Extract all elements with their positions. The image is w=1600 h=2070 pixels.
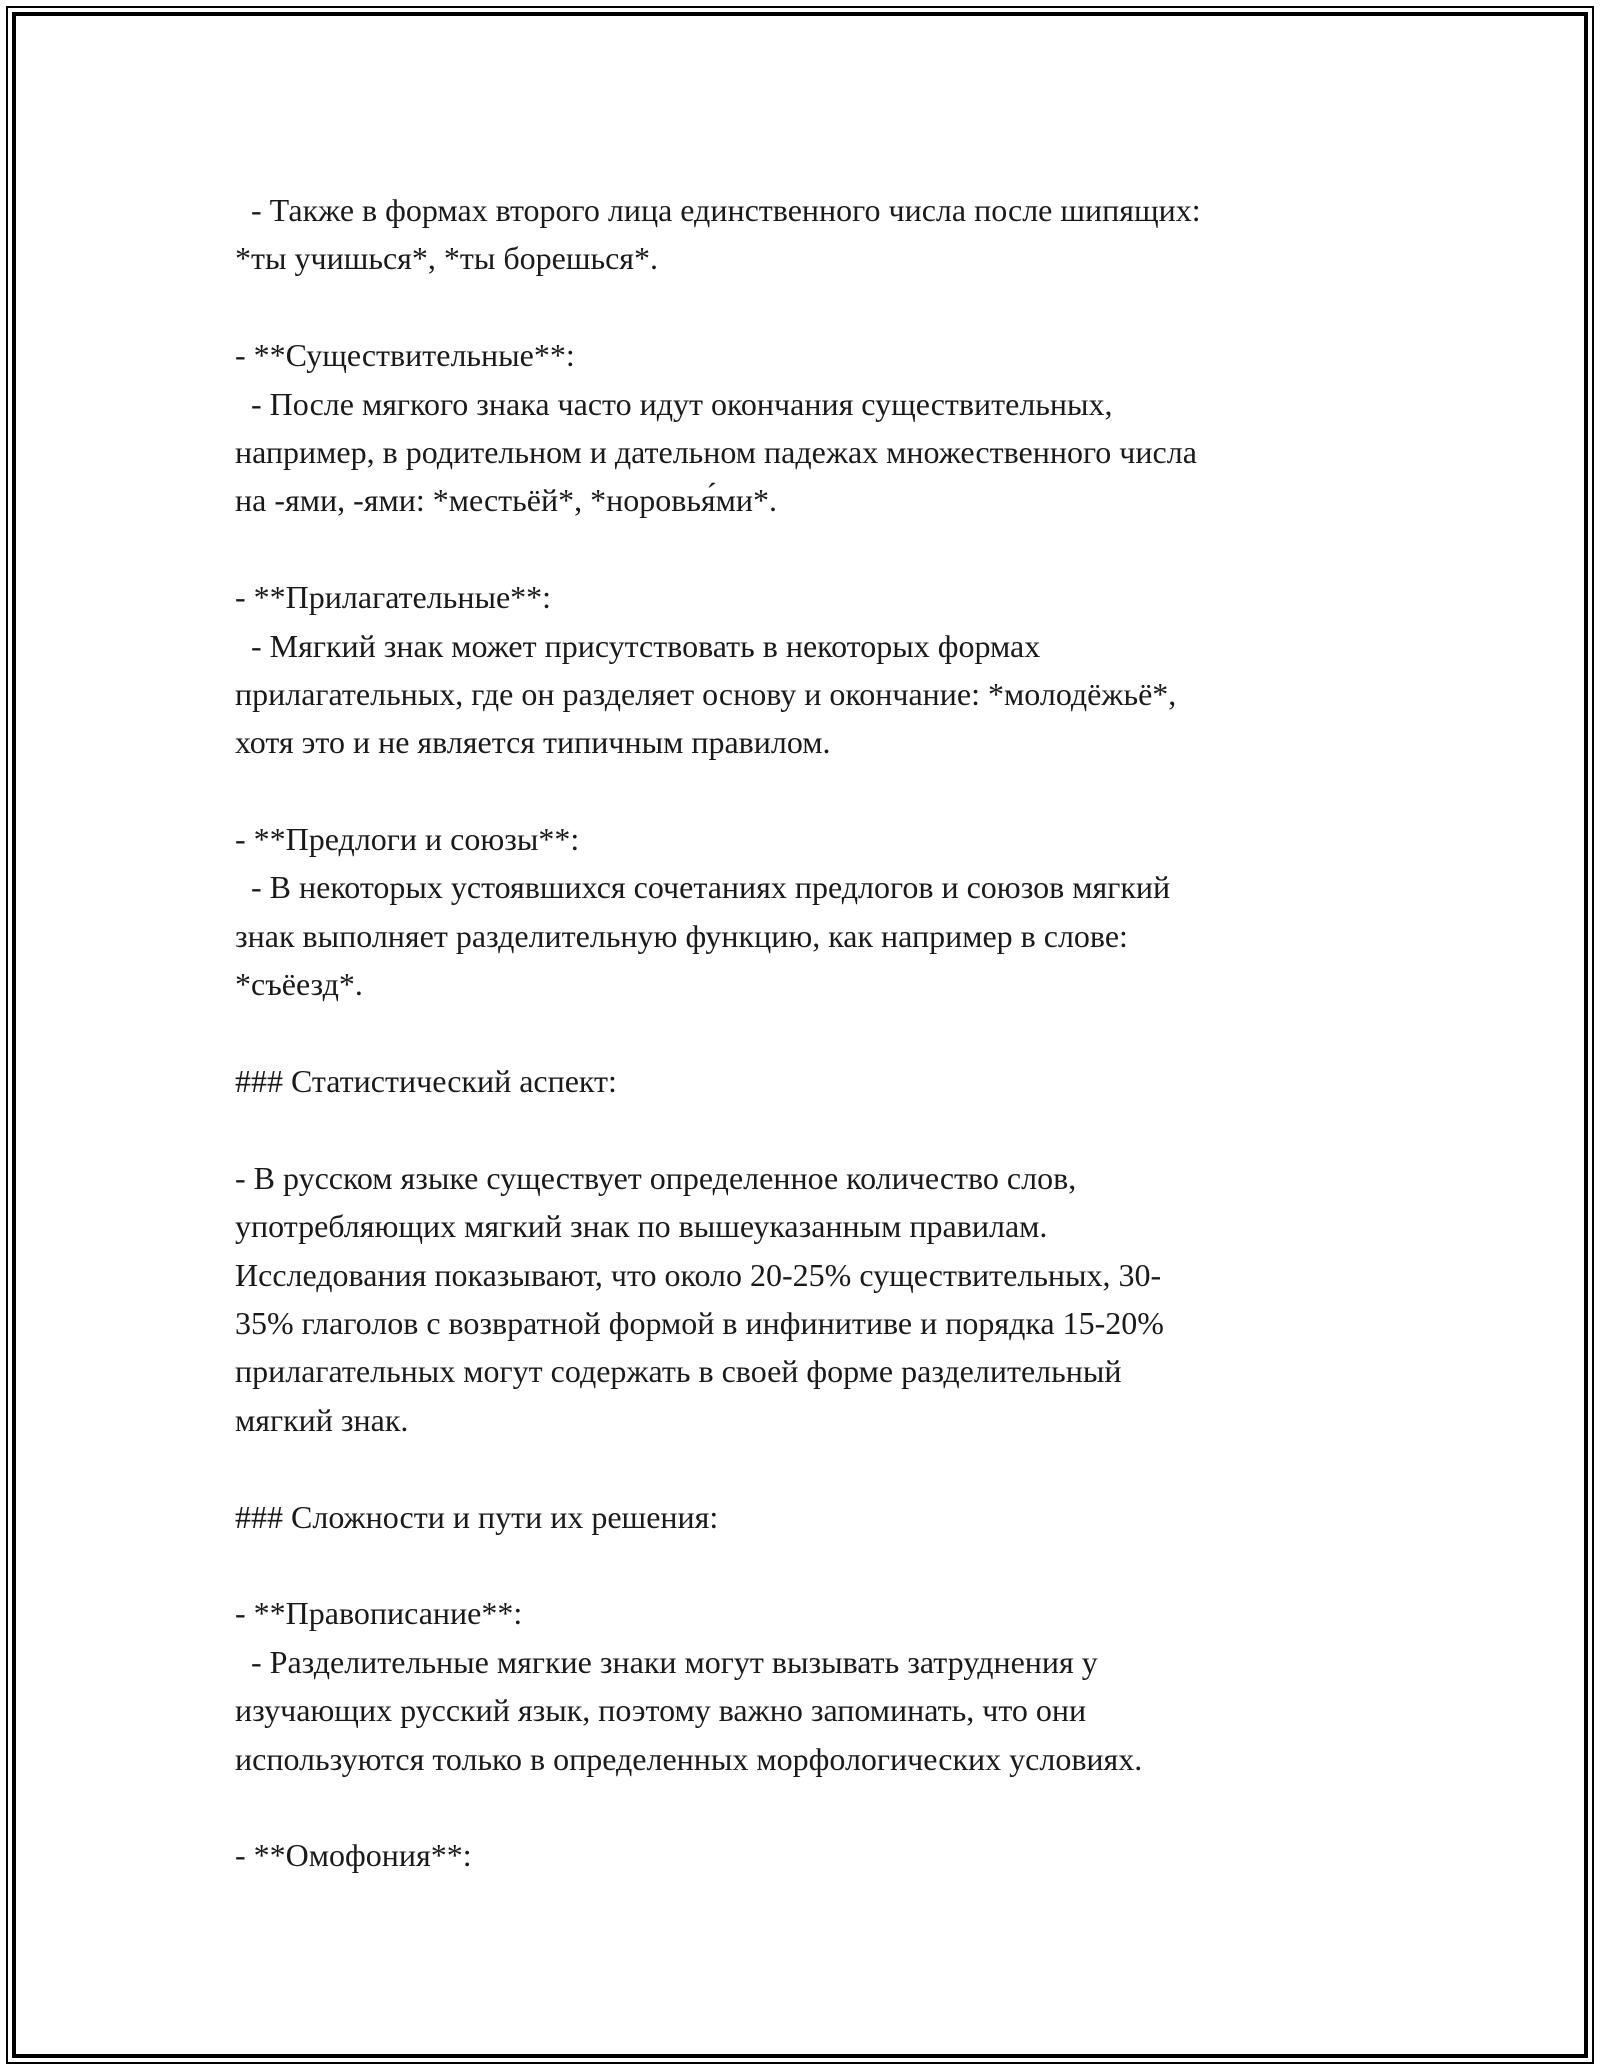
blank-line [235,1783,1385,1831]
section-heading-difficulties: ### Сложности и пути их решения: [235,1498,719,1535]
section-heading-statistics: ### Статистический аспект: [235,1063,617,1100]
text-line: хотя это и не является типичным правилом. [235,724,831,761]
blank-line [235,283,1385,331]
text-line: - В русском языке существует определенное количество слов, [235,1159,1077,1196]
text-line: - После мягкого знака часто идут окончания существительных, [235,385,1113,422]
blank-line [235,1444,1385,1492]
text-line: изучающих русский язык, поэтому важно запоминать, что они [235,1692,1087,1729]
document-body [235,186,1385,1880]
text-line: - Также в формах второго лица единственного числа после шипящих: [235,192,1201,228]
text-line: на -ями, -ями: *местьёй*, *норовья́ми*. [235,482,777,519]
text-line: 35% глаголов с возвратной формой в инфинитиве и порядка 15-20% [235,1304,1164,1341]
text-line: знак выполняет разделительную функцию, как например в слове: [235,917,1128,954]
list-heading-adjectives: - **Прилагательные**: [235,579,552,616]
blank-line [235,525,1385,573]
text-line: мягкий знак. [235,1401,409,1438]
text-line: - Разделительные мягкие знаки могут вызывать затруднения у [235,1643,1098,1680]
blank-line [235,1105,1385,1153]
text-line: например, в родительном и дательном падежах множественного числа [235,433,1197,470]
list-heading-nouns: - **Существительные**: [235,337,575,374]
list-heading-spelling: - **Правописание**: [235,1595,523,1632]
list-heading-homophony: - **Омофония**: [235,1837,472,1874]
text-line: - Мягкий знак может присутствовать в некоторых формах [235,627,1041,664]
blank-line [235,1541,1385,1589]
text-line: Исследования показывают, что около 20-25% существительных, 30- [235,1256,1162,1293]
text-line: прилагательных, где он разделяет основу и окончание: *молодёжьё*, [235,675,1177,712]
text-line: - В некоторых устоявшихся сочетаниях предлогов и союзов мягкий [235,869,1171,906]
text-line: используются только в определенных морфологических условиях. [235,1740,1143,1777]
blank-line [235,1009,1385,1057]
text-line: *съёезд*. [235,966,363,1003]
list-heading-prepositions: - **Предлоги и союзы**: [235,821,580,858]
text-line: *ты учишься*, *ты борешься*. [235,240,658,277]
text-line: употребляющих мягкий знак по вышеуказанным правилам. [235,1208,1048,1245]
text-line: прилагательных могут содержать в своей форме разделительный [235,1353,1122,1390]
blank-line [235,767,1385,815]
